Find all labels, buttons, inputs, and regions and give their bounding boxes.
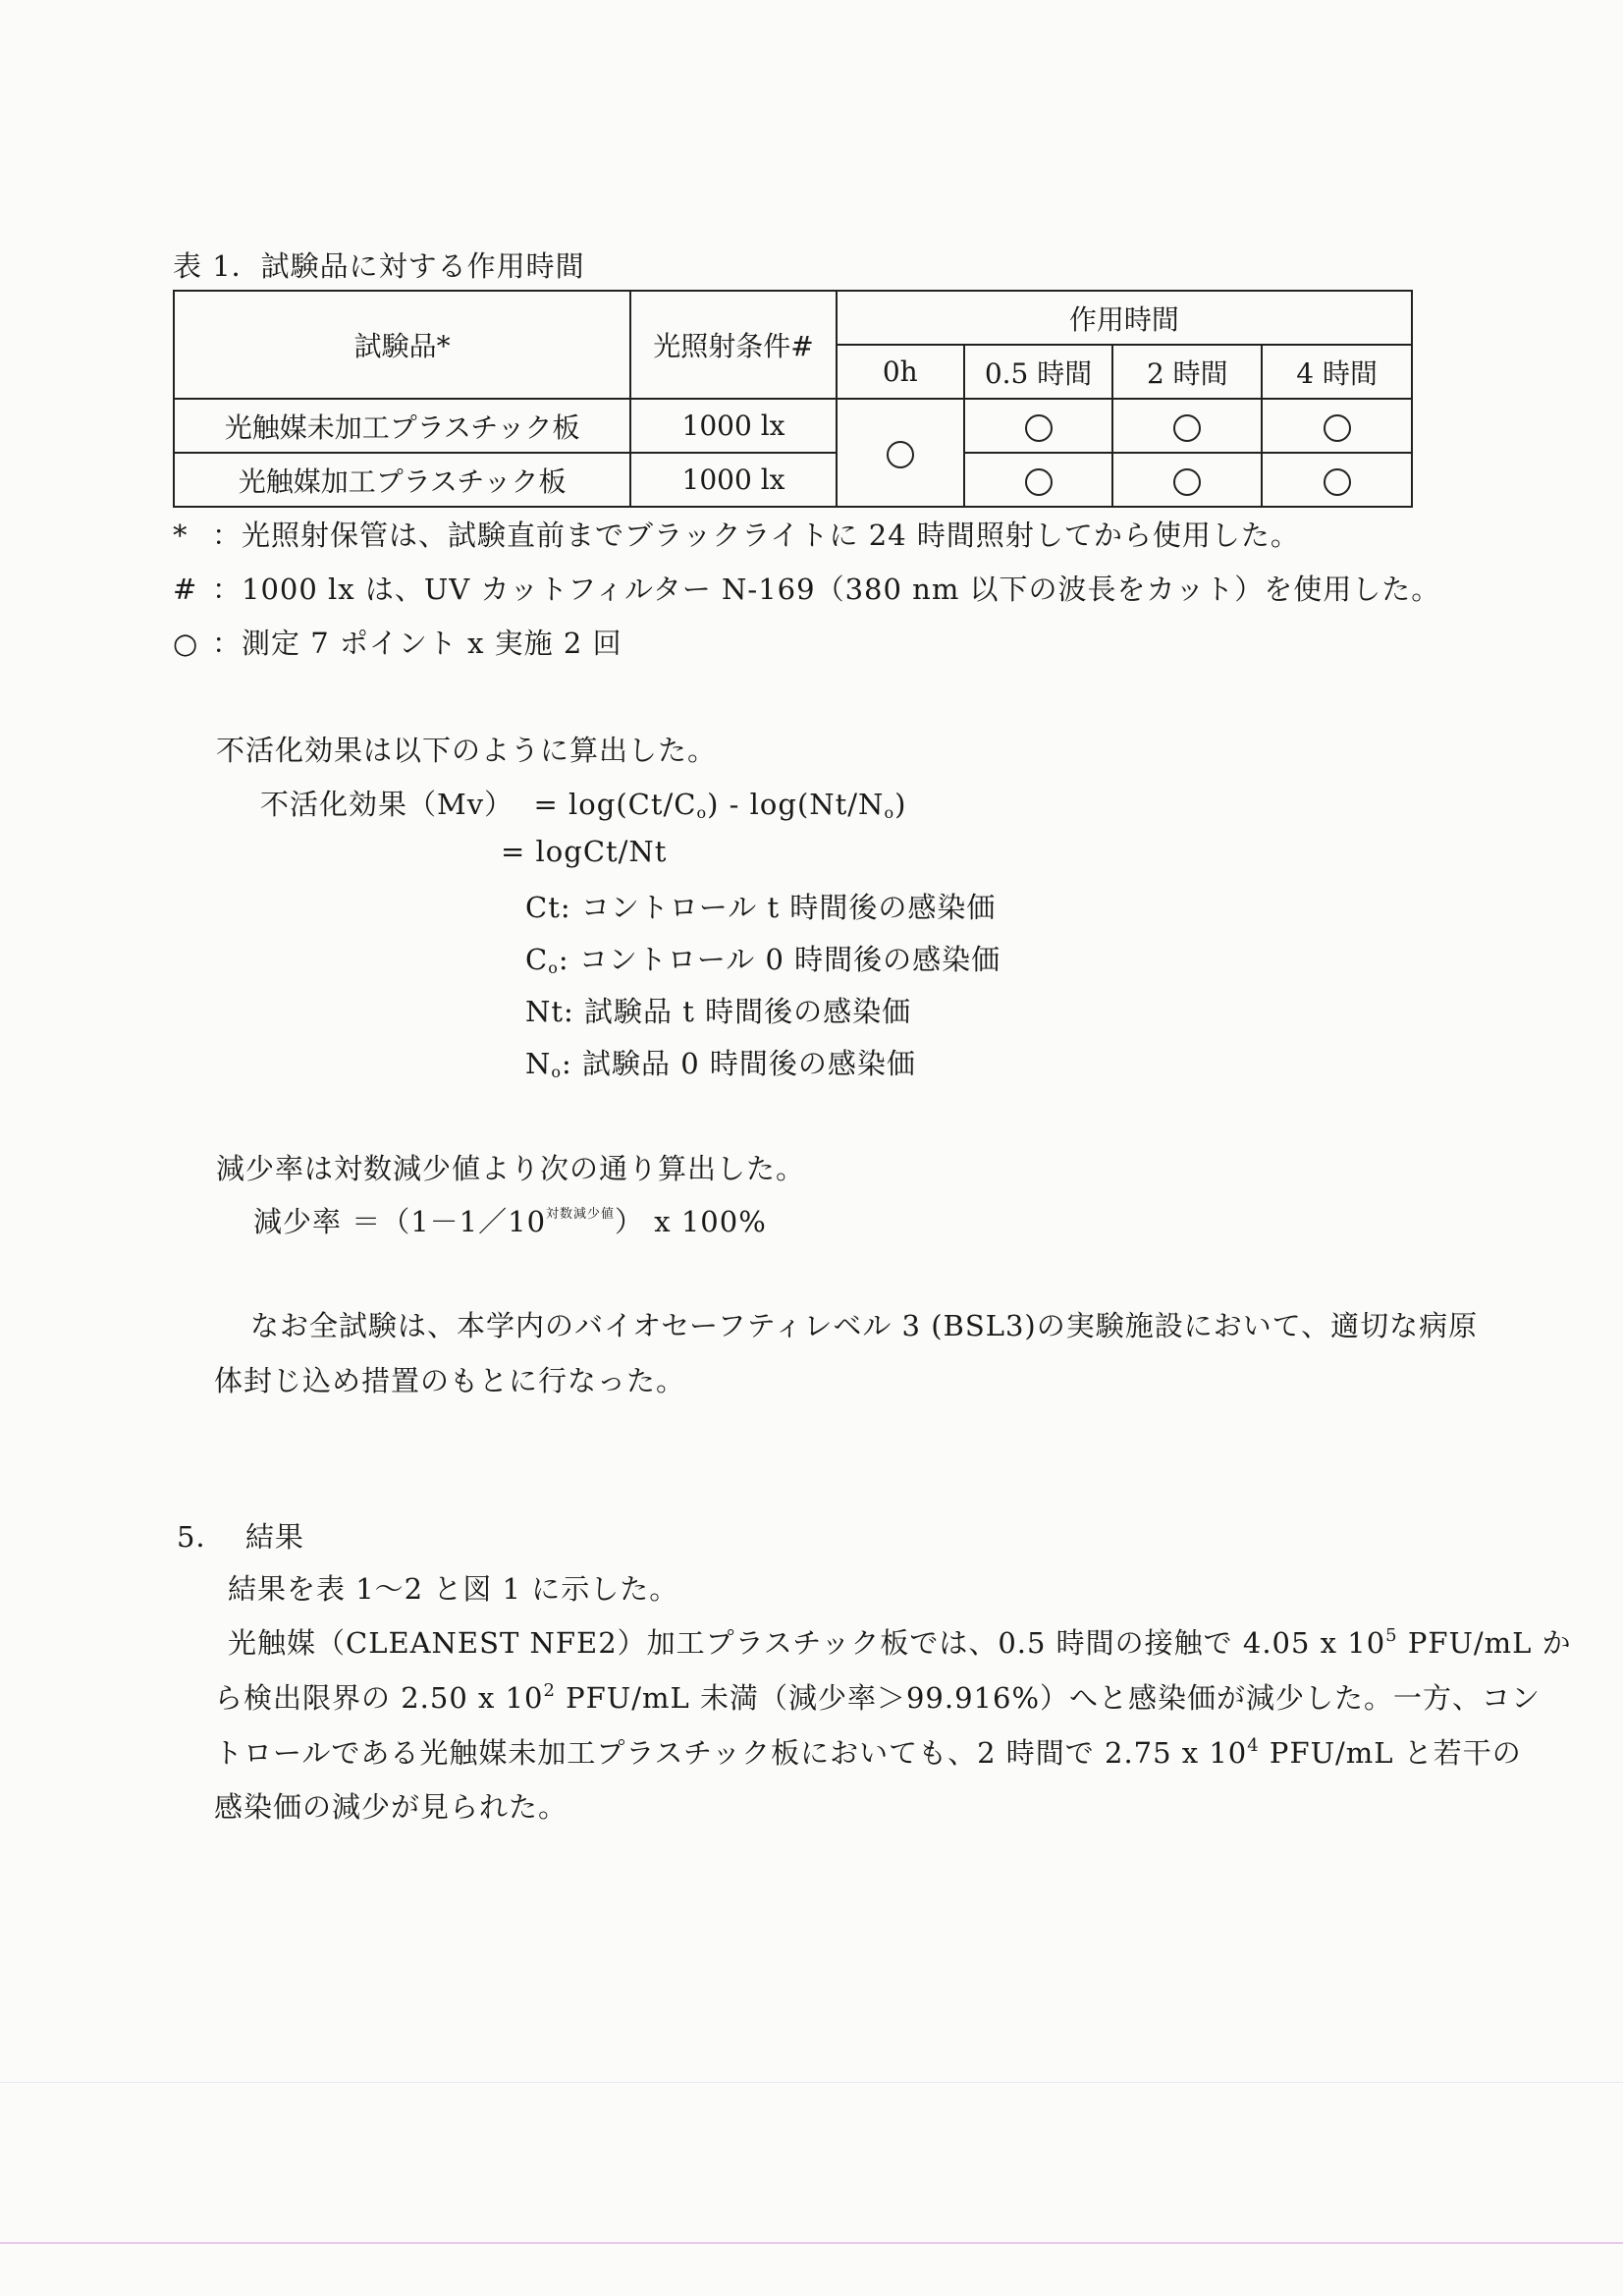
bsl-line: なお全試験は、本学内のバイオセーフティレベル 3 (BSL3)の実験施設において、適切な病原 xyxy=(250,1309,1479,1342)
reduction-formula xyxy=(253,1200,767,1240)
definition xyxy=(525,886,996,926)
def-symbol: Ct: xyxy=(525,891,571,924)
header-time-3: 4 時間 xyxy=(1262,345,1412,399)
table-row xyxy=(174,453,1412,507)
header-time-0: 0h xyxy=(837,345,964,399)
reduction-formula-suffix: ） x 100% xyxy=(615,1205,767,1238)
footnote-mark: # xyxy=(173,573,198,606)
row-light: 1000 lx xyxy=(630,453,837,507)
def-symbol: C xyxy=(525,943,549,976)
formula-eq1-mid: ) - log(Nt/N xyxy=(707,788,885,821)
footnote-mark: ○ xyxy=(173,627,199,660)
circle-mark-icon xyxy=(1324,468,1351,496)
cell-0h xyxy=(837,399,964,507)
divider xyxy=(0,2242,1623,2244)
row-name: 光触媒未加工プラスチック板 xyxy=(174,399,630,453)
text: トロールである光触媒未加工プラスチック板においても、2 時間で 2.75 x 10 xyxy=(214,1736,1248,1770)
row-name: 光触媒加工プラスチック板 xyxy=(174,453,630,507)
text: PFU/mL 未満（減少率＞99.916%）へと感染価が減少した。一方、コン xyxy=(555,1681,1542,1715)
formula-label: 不活化効果（Mv） xyxy=(260,788,514,821)
footnote-text: ：1000 lx は、UV カットフィルター N-169（380 nm 以下の波長をカット）を使用した。 xyxy=(212,573,1441,606)
def-desc: コントロール t 時間後の感染価 xyxy=(580,891,997,924)
cell xyxy=(1262,453,1412,507)
table-1 xyxy=(173,290,1413,508)
cell xyxy=(1112,399,1262,453)
text: ら検出限界の 2.50 x 10 xyxy=(214,1681,544,1715)
cell xyxy=(964,453,1113,507)
text: PFU/mL と若干の xyxy=(1259,1736,1522,1770)
circle-mark-icon xyxy=(1025,468,1053,496)
superscript: 対数減少値 xyxy=(546,1207,616,1222)
cell xyxy=(964,399,1113,453)
header-time-group: 作用時間 xyxy=(837,291,1412,345)
def-desc: : コントロール 0 時間後の感染価 xyxy=(558,943,1001,976)
def-desc: 試験品 t 時間後の感染価 xyxy=(584,995,912,1028)
cell xyxy=(1112,453,1262,507)
bsl-line: 体封じ込め措置のもとに行なった。 xyxy=(214,1364,686,1397)
superscript: 5 xyxy=(1385,1625,1398,1646)
circle-mark-icon xyxy=(1025,414,1053,442)
footnote xyxy=(173,568,1440,608)
superscript: 4 xyxy=(1247,1735,1260,1756)
results-line xyxy=(214,1676,1541,1717)
header-time-2: 2 時間 xyxy=(1112,345,1262,399)
results-line: 感染価の減少が見られた。 xyxy=(214,1790,568,1824)
results-line xyxy=(228,1621,1572,1662)
section-number: 5． xyxy=(177,1520,226,1554)
cell xyxy=(1262,399,1412,453)
subscript: o xyxy=(696,803,708,822)
footnote xyxy=(173,514,1300,554)
formula-eq2: = logCt/Nt xyxy=(501,835,668,868)
superscript: 2 xyxy=(543,1680,556,1701)
footnote xyxy=(173,622,622,662)
def-symbol: N xyxy=(525,1047,552,1080)
table-row xyxy=(174,399,1412,453)
definition xyxy=(525,990,911,1030)
section-title: 結果 xyxy=(244,1520,304,1554)
circle-mark-icon xyxy=(1173,468,1201,496)
footnote-mark: * xyxy=(173,519,189,552)
header-light: 光照射条件# xyxy=(630,291,837,399)
circle-mark-icon xyxy=(1324,414,1351,442)
reduction-intro: 減少率は対数減少値より次の通り算出した。 xyxy=(216,1152,806,1185)
definition xyxy=(525,1042,916,1082)
def-desc: : 試験品 0 時間後の感染価 xyxy=(562,1047,916,1080)
footnote-text: ：測定 7 ポイント x 実施 2 回 xyxy=(212,627,622,660)
subscript: o xyxy=(551,1063,563,1081)
table-caption: 表 1．試験品に対する作用時間 xyxy=(173,249,585,283)
footnote-text: ：光照射保管は、試験直前までブラックライトに 24 時間照射してから使用した。 xyxy=(212,519,1300,552)
circle-mark-icon xyxy=(887,441,914,468)
text: PFU/mL か xyxy=(1397,1626,1572,1660)
section-heading xyxy=(177,1515,304,1556)
definition xyxy=(525,938,1001,978)
results-line xyxy=(214,1731,1522,1772)
row-light: 1000 lx xyxy=(630,399,837,453)
formula-eq1-end: ) xyxy=(894,788,907,821)
text: 光触媒（CLEANEST NFE2）加工プラスチック板では、0.5 時間の接触で 4.05 x 10 xyxy=(228,1626,1386,1660)
inactivation-intro: 不活化効果は以下のように算出した。 xyxy=(216,734,718,767)
circle-mark-icon xyxy=(1173,414,1201,442)
def-symbol: Nt: xyxy=(525,995,574,1028)
divider xyxy=(0,2082,1623,2083)
reduction-formula-prefix: 減少率 ＝（1－1／10 xyxy=(253,1205,547,1238)
formula-eq1-prefix: = log(Ct/C xyxy=(533,788,697,821)
results-paragraph: 結果を表 1〜2 と図 1 に示した。 xyxy=(228,1572,679,1606)
header-time-1: 0.5 時間 xyxy=(964,345,1113,399)
inactivation-formula xyxy=(260,783,906,823)
subscript: o xyxy=(548,958,559,977)
subscript: o xyxy=(884,803,895,822)
header-item: 試験品* xyxy=(174,291,630,399)
